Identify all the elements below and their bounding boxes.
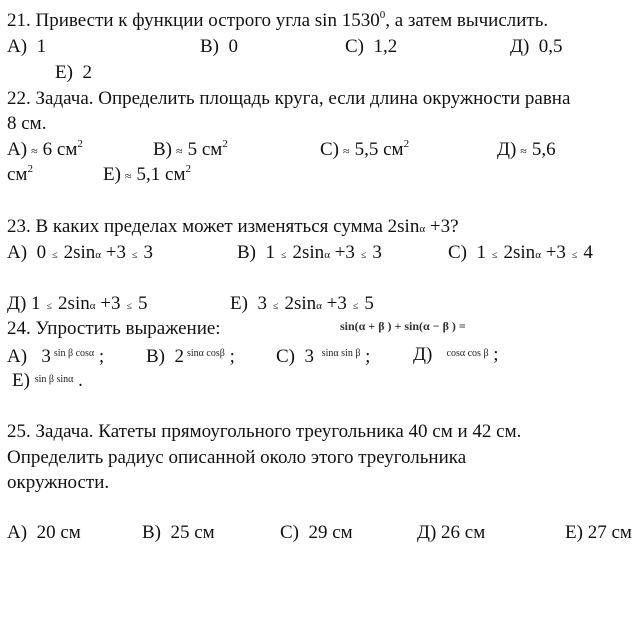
option-value: 20 см [36,522,81,543]
q23-option-a[interactable] [7,242,153,267]
option-high: 4 [583,242,593,263]
le-sign: ≤ [352,301,359,312]
q25-option-a[interactable] [7,522,81,544]
option-label: С) [276,346,295,367]
unit-superscript: 2 [403,138,410,150]
option-exponent: sinα sin β [321,348,361,359]
question-25-text-line2: Определить радиус описанной около этого треугольника [7,447,467,468]
option-low: 3 [257,293,267,314]
alpha-symbol: α [95,249,102,261]
unit: см [383,139,404,160]
q24-option-a[interactable] [7,343,104,368]
question-22-text-line2: 8 см. [7,113,47,134]
question-number: 23. [7,216,31,237]
option-value: 25 см [170,522,215,543]
question-text-end: +3? [425,216,459,237]
approx-sign: ≈ [176,144,183,158]
alpha-symbol: α [324,249,330,261]
question-text: Упростить выражение: [35,318,221,339]
expr: 2sin [503,242,536,263]
question-number: 21. [7,10,31,31]
option-low: 1 [265,242,275,263]
option-label: А) [7,139,28,160]
option-base: 3 [41,346,51,367]
separator: . [78,370,83,391]
option-value: 5 [187,139,198,160]
q25-option-b[interactable] [142,522,215,544]
question-text: Привести к функции острого угла sin 1530 [35,10,380,31]
question-text-end: , а затем вычислить. [385,10,549,31]
option-value: 5,5 [354,139,379,160]
option-label: Д) [510,36,530,57]
le-sign: ≤ [272,301,279,312]
expr: +3 [329,242,355,263]
q23-option-c[interactable] [448,242,593,267]
option-value: 26 см [441,522,486,543]
question-25-text-line3: окружности. [7,472,110,493]
le-sign: ≤ [492,250,498,261]
expr: 2sin [284,293,317,314]
option-label: С) [320,139,339,160]
option-value: 1,2 [373,36,398,57]
option-value: 2 [82,62,92,83]
option-low: 1 [476,242,486,263]
question-number: 25. [7,421,31,442]
option-label: Е) [55,62,73,83]
option-label: Е) [103,164,121,185]
q21-option-a[interactable] [7,36,46,58]
le-sign: ≤ [46,301,53,312]
unit: см [7,164,28,185]
alpha-symbol: α [535,249,541,261]
expr: +3 [321,293,347,314]
q25-option-e[interactable] [565,522,632,544]
option-expression: sin β sinα [34,374,74,385]
question-text: Задача. Катеты прямоугольного треугольника 40 см и 42 см. [35,421,522,442]
expr: +3 [95,293,121,314]
q21-option-c[interactable] [345,36,397,58]
unit-superscript: 2 [185,163,191,175]
q25-option-d[interactable] [417,522,485,544]
expr: +3 [540,242,566,263]
option-value: 5,1 [136,164,161,185]
option-label: А) [7,346,28,367]
alpha-symbol: α [419,223,426,235]
separator: ; [229,346,235,367]
expr: +3 [101,242,126,263]
expr: 2sin [58,293,90,314]
option-label: Е) [565,522,583,543]
option-value: 1 [36,36,47,57]
q22-option-e[interactable] [103,164,191,187]
option-label: С) [448,242,467,263]
q24-option-e[interactable] [12,369,83,392]
unit: см [56,139,78,160]
option-label: Е) [230,293,248,314]
option-high: 3 [143,242,153,263]
option-value: 0 [228,36,238,57]
option-high: 5 [364,293,374,314]
option-low: 0 [36,242,47,263]
q22-option-d-unit [7,164,33,186]
le-sign: ≤ [360,250,367,261]
le-sign: ≤ [52,250,58,261]
unit-superscript: 2 [27,163,33,175]
separator: ; [493,344,499,365]
option-low: 1 [31,293,41,314]
option-high: 3 [372,242,382,263]
q23-option-b[interactable] [237,242,382,267]
option-label: С) [280,522,299,543]
option-value: 0,5 [538,36,563,57]
separator: ; [98,346,105,367]
q21-option-e[interactable] [55,62,92,84]
degree-superscript: 0 [379,9,386,21]
le-sign: ≤ [571,250,578,261]
q24-option-d[interactable] [413,343,499,366]
question-number: 24. [7,318,31,339]
approx-sign: ≈ [31,144,38,158]
option-expression: cosα cos β [446,348,489,359]
separator: ; [365,346,371,367]
le-sign: ≤ [281,250,287,261]
option-label: В) [146,346,165,367]
le-sign: ≤ [126,301,132,312]
question-22-text [7,88,570,110]
question-24-text [7,318,221,340]
q22-option-c[interactable] [320,139,409,162]
option-label: А) [7,242,28,263]
question-text: Задача. Определить площадь круга, если длина окружности равна [35,88,571,109]
option-label: В) [142,522,161,543]
q21-option-d[interactable] [510,36,563,58]
option-base: 2 [174,346,184,367]
option-label: Д) [417,522,437,543]
question-text: В каких пределах может изменяться сумма 2sin [35,216,420,237]
expr: 2sin [292,242,325,263]
option-value: 6 [42,139,53,160]
q21-option-b[interactable] [200,36,238,58]
question-23-text [7,216,459,240]
option-exponent: sin β cosα [53,348,95,359]
unit-superscript: 2 [77,138,83,150]
question-24-expression: sin(α + β ) + sin(α − β ) = [340,319,466,333]
q22-option-d[interactable] [497,139,556,162]
unit-superscript: 2 [222,138,228,150]
question-25-text [7,421,521,443]
approx-sign: ≈ [343,144,350,158]
q22-option-a[interactable] [7,139,83,162]
q25-option-c[interactable] [280,522,353,544]
option-exponent: sinα cosβ [187,348,225,359]
unit: см [201,139,223,160]
approx-sign: ≈ [124,169,132,183]
question-21-text [7,10,548,32]
alpha-symbol: α [316,300,322,312]
option-label: Д) [497,139,517,160]
option-label: А) [7,36,28,57]
option-label: В) [153,139,172,160]
option-label: Е) [12,370,30,391]
option-label: Д) [7,293,27,314]
approx-sign: ≈ [520,144,527,158]
option-label: В) [237,242,256,263]
option-value: 5,6 [531,139,556,160]
unit: см [165,164,186,185]
option-value: 29 см [308,522,353,543]
question-number: 22. [7,88,31,109]
le-sign: ≤ [131,250,138,261]
expr: 2sin [63,242,96,263]
option-high: 5 [137,293,148,314]
option-value: 27 см [587,522,632,543]
q23-option-d[interactable] [7,293,147,318]
alpha-symbol: α [89,300,96,312]
q22-option-b[interactable] [153,139,228,162]
option-label: Д) [413,344,433,365]
option-label: С) [345,36,364,57]
option-label: В) [200,36,219,57]
option-base: 3 [304,346,314,367]
q24-option-b[interactable] [146,343,235,368]
q24-option-c[interactable] [276,343,370,368]
option-label: А) [7,522,28,543]
